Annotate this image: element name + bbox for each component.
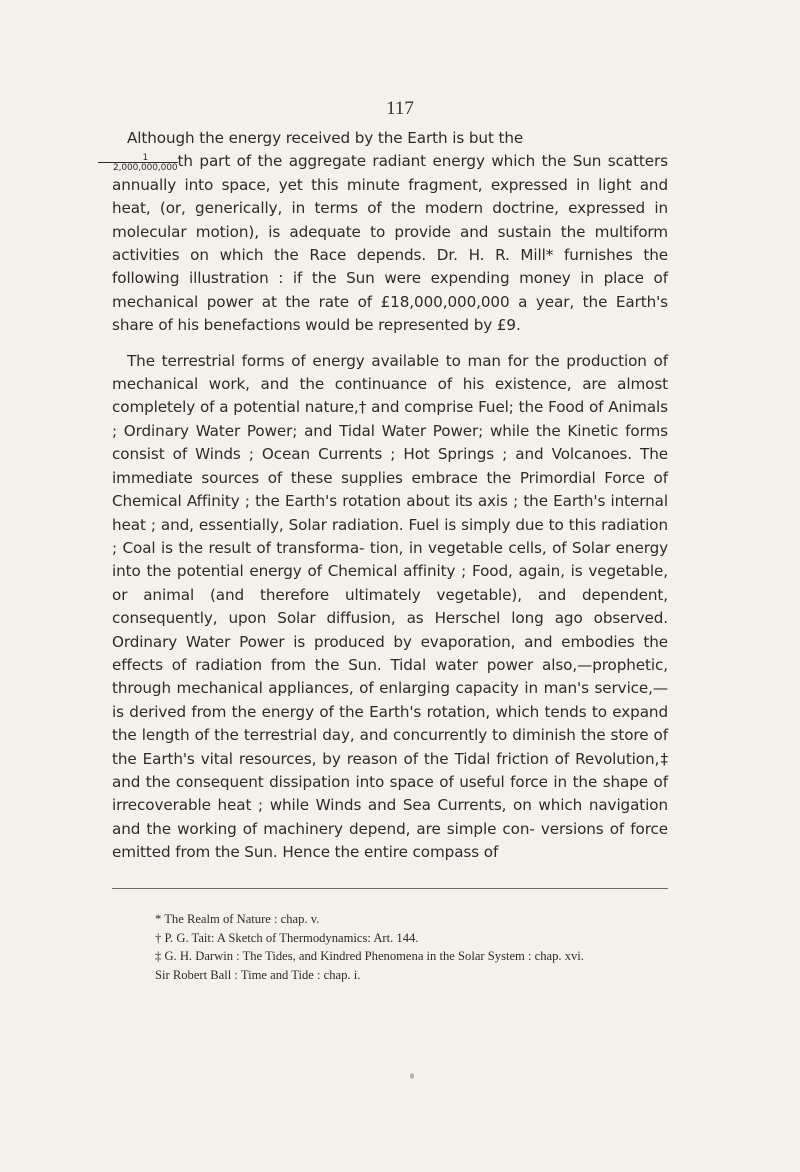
footnote-mill: * The Realm of Nature : chap. v. xyxy=(155,912,320,926)
paper-speck xyxy=(410,1073,414,1079)
paragraph-1-opening: Although the energy received by the Earth is but the xyxy=(127,129,524,147)
footnote-darwin: ‡ G. H. Darwin : The Tides, and Kindred Phenomena in the Solar System : chap. xvi. xyxy=(155,949,584,963)
page-number: 117 xyxy=(386,98,414,119)
footnote-divider xyxy=(112,888,668,889)
fraction-numerator: 1 xyxy=(142,153,149,164)
paragraph-2: The terrestrial forms of energy available to man for the production of mechanical work, and the continuance of his existence, are almost completely of a potential nature,† and comprise Fuel; the Food of Animals ; Ordinary Water Power; and Tidal Water Power; while the Kinetic forms consist of Winds ; Ocean Currents ; Hot Springs ; and Volcanoes. The immediate sources of these supplies embrace the Primordial Force of Chemical Affinity ; the Earth's rotation about its axis ; the Earth's internal heat ; and, essentially, Solar radiation. Fuel is simply due to this radiation ; Coal is the result of transforma- tion, in vegetable cells, of Solar energy into the potential energy of Chemical affinity ; Food, again, is vegetable, or animal (and therefore ultimately vegetable), and dependent, consequently, upon Solar diffusion, as Herschel long ago observed. Ordinary Water Power is produced by evaporation, and embodies the effects of radiation from the Sun. Tidal water power also,—prophetic, through mechanical appliances, of enlarging capacity in man's service,—is derived from the energy of the Earth's rotation, which tends to expand the length of the terrestrial day, and concurrently to diminish the store of the Earth's vital resources, by reason of the Tidal friction of Revolution,‡ and the consequent dissipation into space of useful force in the shape of irrecoverable heat ; while Winds and Sea Currents, on which navigation and the working of machinery depend, are simple con- versions of force emitted from the Sun. Hence the entire compass of xyxy=(112,351,668,862)
fraction xyxy=(98,154,178,172)
body-text xyxy=(112,127,668,865)
footnote-tait: † P. G. Tait: A Sketch of Thermodynamics: Art. 144. xyxy=(155,930,419,945)
fraction-denominator: 2,000,000,000 xyxy=(98,162,178,172)
footnote-ball: Sir Robert Ball : Time and Tide : chap. i. xyxy=(155,967,361,982)
paragraph-1-rest: part of the aggregate radiant energy which the Sun scatters annually into space, yet this minute fragment, expressed in light and heat, (or, generically, in terms of the modern doctrine, expressed in molecular motion), is adequate to provide and sustain the multiform activities on which the Race depends. Dr. H. R. Mill* furnishes the following illustration : if the Sun were expending money in place of mechanical power at the rate of £18,000,000,000 a year, the Earth's share of his benefactions would be represented by £9. xyxy=(112,152,668,335)
footnotes xyxy=(155,910,695,984)
paragraph-1 xyxy=(112,127,668,338)
fraction-suffix: th xyxy=(177,152,193,171)
